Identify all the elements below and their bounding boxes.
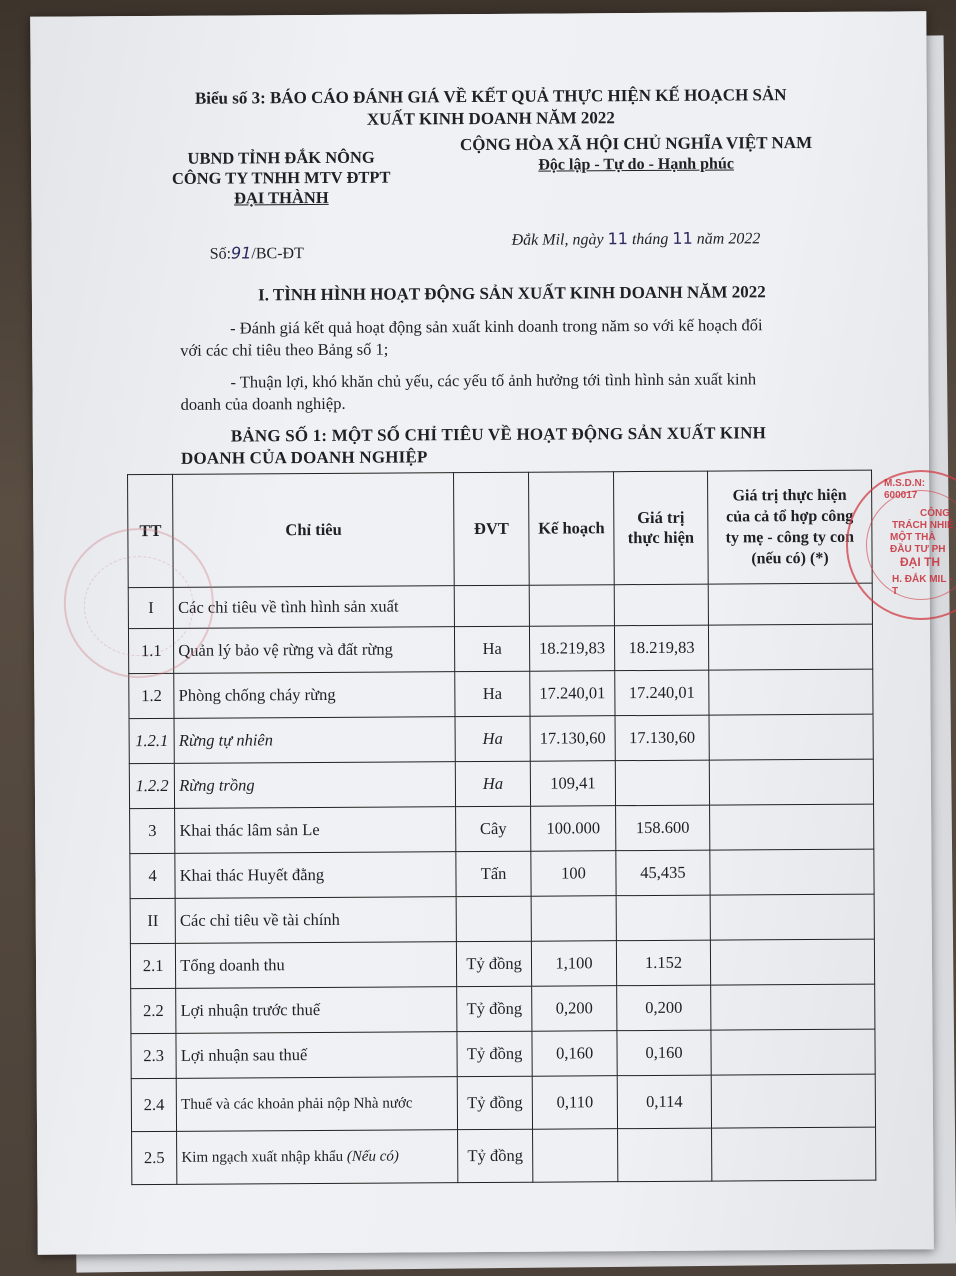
cell-tt: 2.5 [132, 1131, 178, 1184]
indicators-table [127, 470, 876, 1186]
table-row [130, 804, 874, 854]
table-row [129, 759, 873, 809]
cell-kehoach [532, 1129, 618, 1183]
document-number [210, 243, 304, 264]
table-row [130, 939, 874, 989]
cell-giatri: 18.219,83 [615, 625, 709, 671]
doc-no-prefix: Số: [209, 245, 232, 263]
cell-tohop [708, 624, 872, 670]
cell-chitieu: Các chỉ tiêu về tình hình sản xuất [173, 586, 454, 629]
cell-kehoach: 0,110 [532, 1076, 618, 1130]
document-title [141, 84, 841, 132]
header-tohop-l2: của cả tổ hợp công [726, 507, 854, 526]
cell-tt: 4 [130, 853, 176, 898]
cell-kehoach: 17.240,01 [530, 671, 616, 717]
paragraph-1 [180, 314, 850, 362]
cell-dvt: Tỷ đồng [457, 986, 532, 1031]
cell-kehoach: 109,41 [530, 761, 616, 807]
org-line-3: ĐẠI THÀNH [233, 187, 329, 208]
cell-giatri [618, 1128, 712, 1182]
cell-chitieu: Các chỉ tiêu về tài chính [175, 897, 456, 944]
cell-dvt: Cây [456, 806, 531, 851]
cell-tohop [710, 849, 874, 895]
cell-kehoach: 0,160 [532, 1031, 618, 1077]
nation-motto: Độc lập - Tự do - Hạnh phúc [538, 155, 734, 174]
seal-line-7: H. ĐẮK MIL - T [892, 574, 953, 597]
cell-dvt [454, 585, 529, 626]
cell-chitieu: Khai thác Huyết đằng [175, 852, 456, 899]
table-header-row [128, 470, 873, 588]
cell-tohop [711, 1074, 876, 1128]
header-tohop-l3: ty mẹ - công ty con [725, 528, 855, 547]
cell-tt: 2.4 [131, 1078, 177, 1131]
org-line-1: UBND TỈNH ĐẮK NÔNG [187, 147, 375, 168]
table-row [130, 849, 874, 899]
cell-chitieu-text: Kim ngạch xuất nhập khẩu [181, 1148, 347, 1166]
cell-giatri: 0,200 [617, 985, 711, 1031]
cell-giatri: 17.130,60 [615, 715, 709, 761]
header-giatri-l2: thực hiện [627, 527, 695, 548]
cell-chitieu: Tổng doanh thu [176, 942, 457, 989]
cell-dvt: Tỷ đồng [457, 941, 532, 986]
cell-tohop [709, 804, 873, 850]
para1-line-1: - Đánh giá kết quả hoạt động sản xuất kinh doanh trong năm so với kế hoạch đối [230, 315, 763, 338]
cell-tt: 1.2.2 [129, 763, 175, 808]
cell-chitieu: Rừng tự nhiên [174, 717, 455, 764]
header-tohop-l4: (nếu có) (*) [751, 549, 829, 568]
seal-line-5: ĐẦU TƯ PH [890, 544, 946, 555]
cell-tohop [711, 1029, 875, 1075]
cell-kehoach: 100.000 [530, 806, 616, 852]
cell-chitieu: Quản lý bảo vệ rừng và đất rừng [174, 627, 455, 674]
cell-dvt: Ha [455, 671, 530, 716]
para2-line-2: doanh của doanh nghiệp. [180, 393, 346, 414]
document-date [512, 228, 761, 250]
cell-dvt [456, 896, 531, 941]
table-row [130, 894, 874, 944]
cell-kehoach: 18.219,83 [529, 626, 615, 672]
cell-dvt: Ha [456, 761, 531, 806]
cell-tohop [709, 759, 873, 805]
cell-kehoach: 1,100 [531, 941, 617, 987]
table-row [128, 583, 872, 629]
seal-line-1: M.S.D.N: 600017 [884, 478, 926, 501]
cell-kehoach [529, 585, 614, 627]
table-row [128, 624, 872, 674]
table-row [132, 1127, 876, 1185]
seal-line-3: TRÁCH NHIỆ [892, 520, 954, 531]
table-row [129, 669, 873, 719]
table-title-line-2: DOANH CỦA DOANH NGHIỆP [180, 447, 428, 468]
paragraph-2 [180, 368, 850, 416]
cell-chitieu: Lợi nhuận sau thuế [176, 1032, 457, 1079]
table-row [131, 1029, 875, 1079]
cell-tt: 1.2.1 [129, 718, 175, 763]
cell-chitieu [177, 1130, 458, 1185]
header-tohop-l1: Giá trị thực hiện [732, 486, 847, 505]
cell-chitieu: Phòng chống cháy rừng [174, 672, 455, 719]
seal-line-6: ĐẠI TH [900, 555, 940, 569]
cell-dvt: Ha [455, 716, 530, 761]
cell-kehoach: 17.130,60 [530, 716, 616, 762]
cell-tohop [710, 939, 874, 985]
national-header [431, 132, 841, 177]
cell-kehoach: 100 [531, 851, 617, 897]
document-page [30, 11, 934, 1254]
cell-dvt: Tỷ đồng [458, 1129, 533, 1182]
date-prefix: Đắk Mil, ngày [511, 231, 608, 249]
cell-tt: 1.1 [128, 628, 174, 673]
title-line-2: XUẤT KINH DOANH NĂM 2022 [366, 108, 615, 129]
date-month: 11 [672, 228, 693, 248]
cell-dvt: Ha [455, 626, 530, 671]
table-row [131, 984, 875, 1034]
cell-giatri [616, 895, 710, 941]
header-tt: TT [128, 474, 174, 587]
cell-tohop [710, 984, 874, 1030]
cell-chitieu: Rừng trồng [175, 762, 456, 809]
table-title [181, 422, 851, 470]
cell-chitieu: Lợi nhuận trước thuế [176, 987, 457, 1034]
cell-tt: 2.1 [130, 943, 176, 988]
cell-chitieu: Thuế và các khoản phải nộp Nhà nước [176, 1077, 457, 1132]
cell-giatri [615, 760, 709, 806]
cell-dvt: Tỷ đồng [457, 1031, 532, 1076]
header-giatri [614, 471, 708, 585]
cell-chitieu: Khai thác lâm sản Le [175, 807, 456, 854]
company-seal-text [870, 478, 956, 598]
cell-tt: II [130, 898, 176, 943]
para2-line-1: - Thuận lợi, khó khăn chủ yếu, các yếu tố ảnh hưởng tới tình hình sản xuất kinh [230, 369, 757, 392]
cell-chitieu-note: (Nếu có) [346, 1148, 399, 1165]
header-giatri-l1: Giá trị [637, 507, 685, 528]
cell-giatri: 17.240,01 [615, 670, 709, 716]
table-title-line-1: BẢNG SỐ 1: MỘT SỐ CHỈ TIÊU VỀ HOẠT ĐỘNG SẢN XUẤT KINH [230, 423, 767, 446]
cell-kehoach [531, 896, 617, 942]
cell-kehoach: 0,200 [532, 986, 618, 1032]
org-line-2: CÔNG TY TNHH MTV ĐTPT [171, 167, 391, 188]
table-row [129, 714, 873, 764]
organization-header [151, 147, 411, 209]
cell-giatri: 0,160 [617, 1030, 711, 1076]
nation-line-1: CỘNG HÒA XÃ HỘI CHỦ NGHĨA VIỆT NAM [459, 132, 813, 155]
header-kehoach: Kế hoạch [528, 472, 614, 586]
cell-tohop [711, 1127, 876, 1181]
table-row [131, 1074, 875, 1132]
cell-tohop [708, 583, 872, 625]
cell-tt: 1.2 [129, 673, 175, 718]
date-mid: tháng [627, 230, 673, 249]
date-suffix: năm 2022 [692, 230, 761, 248]
cell-dvt: Tỷ đồng [457, 1076, 532, 1129]
cell-tt: 3 [130, 808, 176, 853]
cell-tohop [710, 894, 874, 940]
cell-tt: 2.3 [131, 1033, 177, 1078]
title-line-1: Biểu số 3: BÁO CÁO ĐÁNH GIÁ VỀ KẾT QUẢ THỰC HIỆN KẾ HOẠCH SẢN [194, 85, 787, 108]
faded-stamp-left-inner [84, 556, 195, 657]
cell-dvt: Tấn [456, 851, 531, 896]
cell-giatri: 1.152 [617, 940, 711, 986]
para1-line-2: với các chỉ tiêu theo Bảng số 1; [180, 339, 389, 360]
cell-giatri [614, 584, 708, 626]
date-day: 11 [607, 229, 628, 249]
header-chitieu: Chỉ tiêu [173, 473, 455, 588]
cell-tt: I [128, 587, 173, 628]
cell-tohop [709, 714, 873, 760]
cell-giatri: 158.600 [616, 805, 710, 851]
cell-tt: 2.2 [131, 988, 177, 1033]
cell-giatri: 45,435 [616, 850, 710, 896]
section-heading: I. TÌNH HÌNH HOẠT ĐỘNG SẢN XUẤT KINH DOANH NĂM 2022 [258, 282, 766, 305]
header-dvt: ĐVT [454, 472, 529, 585]
seal-line-2: CÔNG [920, 508, 950, 519]
seal-line-4: MỘT THÀ [890, 532, 936, 543]
cell-tohop [709, 669, 873, 715]
cell-giatri: 0,114 [617, 1075, 711, 1129]
doc-no-handwritten: 91 [230, 243, 252, 263]
doc-no-suffix: /BC-ĐT [251, 245, 304, 263]
